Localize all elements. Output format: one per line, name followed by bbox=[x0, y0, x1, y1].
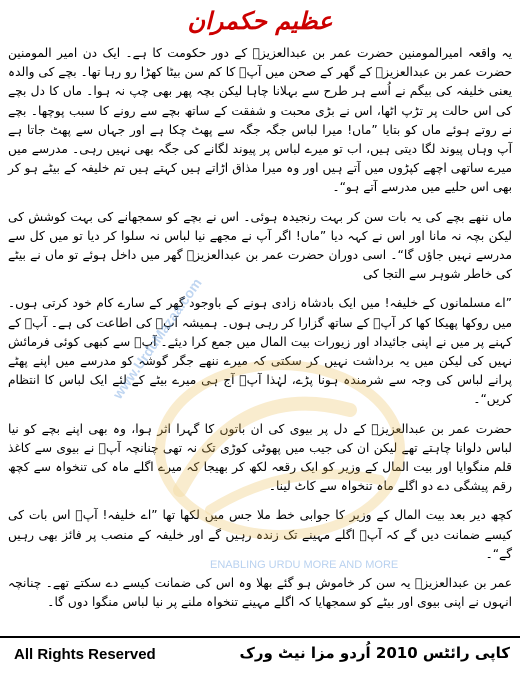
paragraph-2: ماں ننھے بچے کی یہ بات سن کر بہت رنجیدہ ہوئی۔ اس نے بچے کو سمجھانے کی بہت کوشش کی لیکن بچہ نہ مانا اور اس نے کہہ دیا ”ماں! اگر آپ نے مجھے نیا لباس نہ سلوا کر دیا تو میں کل سے مدرسے نہیں جاؤں گا“۔ اسی دوران حضرت عمر بن عبدالعزیزؒ گھر میں داخل ہوئے تو ماں نے بیٹے کی خاطر شوہر سے التجا کی bbox=[8, 209, 512, 282]
paragraph-5: کچھ دیر بعد بیت المال کے وزیر کا جوابی خط ملا جس میں لکھا تھا ”اے خلیفہ! آپؒ اس بات کی کیسے ضمانت دیں گے کہ آپؒ اگلے مہینے تک زندہ رہیں گے اور خلیفہ کے منصب پر فائز بھی رہیں گے“۔ bbox=[8, 508, 512, 561]
copyright-urdu: کاپی رائٹس 2010 اُردو مزا نیٹ ورک bbox=[239, 644, 510, 662]
watermark-site-text: www.UrduMazaa.com bbox=[109, 275, 205, 402]
page-footer bbox=[0, 636, 520, 678]
paragraph-6: عمر بن عبدالعزیزؒ یہ سن کر خاموش ہو گئے بھلا وہ اس کی ضمانت کیسے دے سکتے تھے۔ چنانچہ انہوں نے اپنی بیوی اور بیٹے کو سمجھایا کہ اگلے مہینے تنخواہ ملنے پر نیا لباس منگوا دوں گا۔ bbox=[8, 576, 512, 610]
watermark-tagline: ENABLING URDU MORE AND MORE bbox=[210, 559, 399, 571]
paragraph-1: یہ واقعہ امیرالمومنین حضرت عمر بن عبدالعزیزؒ کے دور حکومت کا ہے۔ ایک دن امیر المومنین حضرت عمر بن عبدالعزیزؒ کے گھر کے صحن میں آپؒ کا کم سن بیٹا کھڑا رو رہا تھا۔ بچے کی والدہ یعنی خلیفہ کی بیگم نے اُسے ہر طرح سے بہلانا چاہا لیکن بچہ پھر بھی چپ نہ ہوا۔ ماں کا دل بچے کی اس حالت پر تڑپ اٹھا، اس نے بڑی محبت و شفقت کے ساتھ بچے سے رونے کا سبب پوچھا۔ بچے نے روتے ہوئے ماں کو بتایا ”ماں! میرا لباس جگہ جگہ سے پھٹ چکا ہے اور جہاں سے پھٹ جاتا ہے آپ وہاں پیوند لگا دیتی ہیں، اب تو میرے لباس پر پیوند لگانے کی جگہ بھی نہیں رہی۔ مدرسے میں میرے ساتھی اچھے کپڑوں میں آتے ہیں اور وہ میرا مذاق اڑاتے ہیں کہتے ہیں تم خلیفہ کے بیٹے ہو کر بھی اس حلیے میں مدرسے آتے ہو“۔ bbox=[8, 46, 512, 195]
article-title: عظیم حکمران bbox=[187, 6, 333, 35]
paragraph-3: ”اے مسلمانوں کے خلیفہ! میں ایک بادشاہ زادی ہونے کے باوجود گھر کے سارے کام خود کرتی ہوں۔ میں روکھا پھیکا کھا کر آپؒ کے ساتھ گزارا کر رہی ہوں۔ ہمیشہ آپؒ کی اطاعت کی ہے۔ آپؒ کے کہنے پر میں نے اپنی جائیداد اور زیورات بیت المال میں جمع کرا دیئے۔ آپؒ سے کبھی کوئی فرمائش نہیں کی لیکن میں یہ برداشت نہیں کر سکتی کہ میرے ننھے جگر گوشہ کو مدرسے میں اپنے پھٹے پرانے لباس کی وجہ سے شرمندہ ہونا پڑے، لہٰذا آپؒ آج ہی میرے بیٹے کے لئے ایک لباس کا انتظام کریں“۔ bbox=[8, 296, 512, 407]
article-body bbox=[8, 44, 512, 624]
paragraph-4: حضرت عمر بن عبدالعزیزؒ کے دل پر بیوی کی ان باتوں کا گہرا اثر ہوا، وہ بھی اپنے بچے کو نیا لباس دلوانا چاہتے تھے لیکن ان کی جیب میں پھوٹی کوڑی تک نہ تھی چنانچہ آپؒ نے بیوی سے کاغذ قلم منگوایا اور بیت المال کے وزیر کو ایک رقعہ لکھ کر بھیجا کہ میرے اگلے ماہ کی تنخواہ سے کچھ رقم پیشگی دے دو اگلے ماہ تنخواہ سے کاٹ لینا۔ bbox=[8, 421, 512, 494]
copyright-english: All Rights Reserved bbox=[14, 646, 156, 663]
